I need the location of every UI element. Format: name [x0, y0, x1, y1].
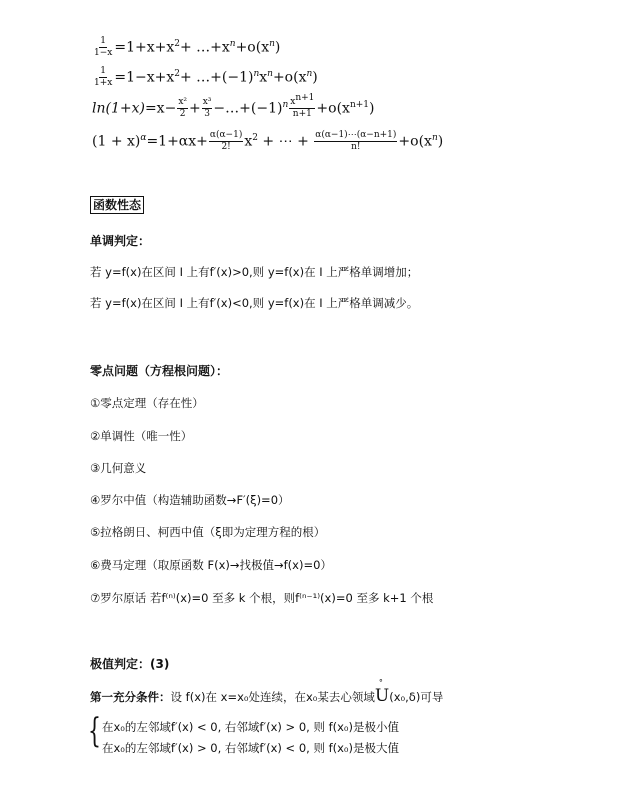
first-condition-line	[90, 678, 444, 706]
zero-item-1: ①零点定理（存在性）	[90, 396, 204, 410]
extremum-heading: 极值判定：(3)	[90, 657, 170, 671]
zero-item-3: ③几何意义	[90, 461, 147, 475]
taylor-formula-3: ln(1+x)=x− $\frac{\text{x²}}{2}$ + $\frac{\text{x³}}{3}$ $-\dots+(-1)^n$ $\frac{x^{n+1}}{n+1}$ $+o(x^{n+1})$	[92, 93, 375, 119]
monotonic-line-1: 若 y=f(x)在区间 I 上有f′(x)>0,则 y=f(x)在 I 上严格单调增加；	[90, 265, 419, 279]
zero-item-5: ⑤拉格朗日、柯西中值（ξ即为定理方程的根）	[90, 525, 326, 539]
section-title: 函数性态	[90, 196, 144, 213]
first-condition-tail: (x₀,δ)可导	[389, 690, 444, 704]
monotonic-heading: 单调判定：	[90, 234, 151, 248]
taylor-formula-4: $(1 + x)^\alpha=1+\alpha x+$ $\frac{\alpha(\alpha-1)}{2!}$ $x^2$ + ⋯ + $\frac{\alpha(\alpha-1)\cdots(\alpha-n+1)}{n!}$ $+o(x^n)$	[92, 130, 444, 152]
case-line-2: 在x₀的左邻域f′(x) > 0, 右邻域f′(x) < 0, 则 f(x₀)是极大值	[102, 741, 400, 755]
case-brace: {	[88, 711, 101, 751]
zero-item-2: ②单调性（唯一性）	[90, 429, 193, 443]
first-condition-text: 设 f(x)在 x=x₀处连续，在x₀某去心领域	[170, 690, 375, 704]
zero-item-6: ⑥费马定理（取原函数 F(x)→找极值→f(x)=0）	[90, 558, 332, 572]
taylor-formula-2: $\frac{1}{1+x}$ $=1-x+x^2+$ $\dots+(-1)^nx^n+o(x^n)$	[94, 66, 318, 88]
taylor-formula-1: $\frac{1}{1-x}$ $=1+x+x^2+$ $\dots+x^n+o(x^n)$	[94, 36, 281, 58]
case-line-1: 在x₀的左邻域f′(x) < 0, 右邻域f′(x) > 0, 则 f(x₀)是极小值	[102, 720, 400, 734]
zero-heading: 零点问题（方程根问题）：	[90, 364, 229, 378]
zero-item-7: ⑦罗尔原话 若f⁽ⁿ⁾(x)=0 至多 k 个根，则f⁽ⁿ⁻¹⁾(x)=0 至多 k+1 个根	[90, 591, 434, 605]
zero-item-4: ④罗尔中值（构造辅助函数→F′(ξ)=0）	[90, 493, 290, 507]
first-condition-label: 第一充分条件：	[90, 690, 171, 704]
punctured-neighborhood-symbol: U °	[374, 678, 390, 706]
monotonic-line-2: 若 y=f(x)在区间 I 上有f′(x)<0,则 y=f(x)在 I 上严格单调减少。	[90, 296, 419, 310]
